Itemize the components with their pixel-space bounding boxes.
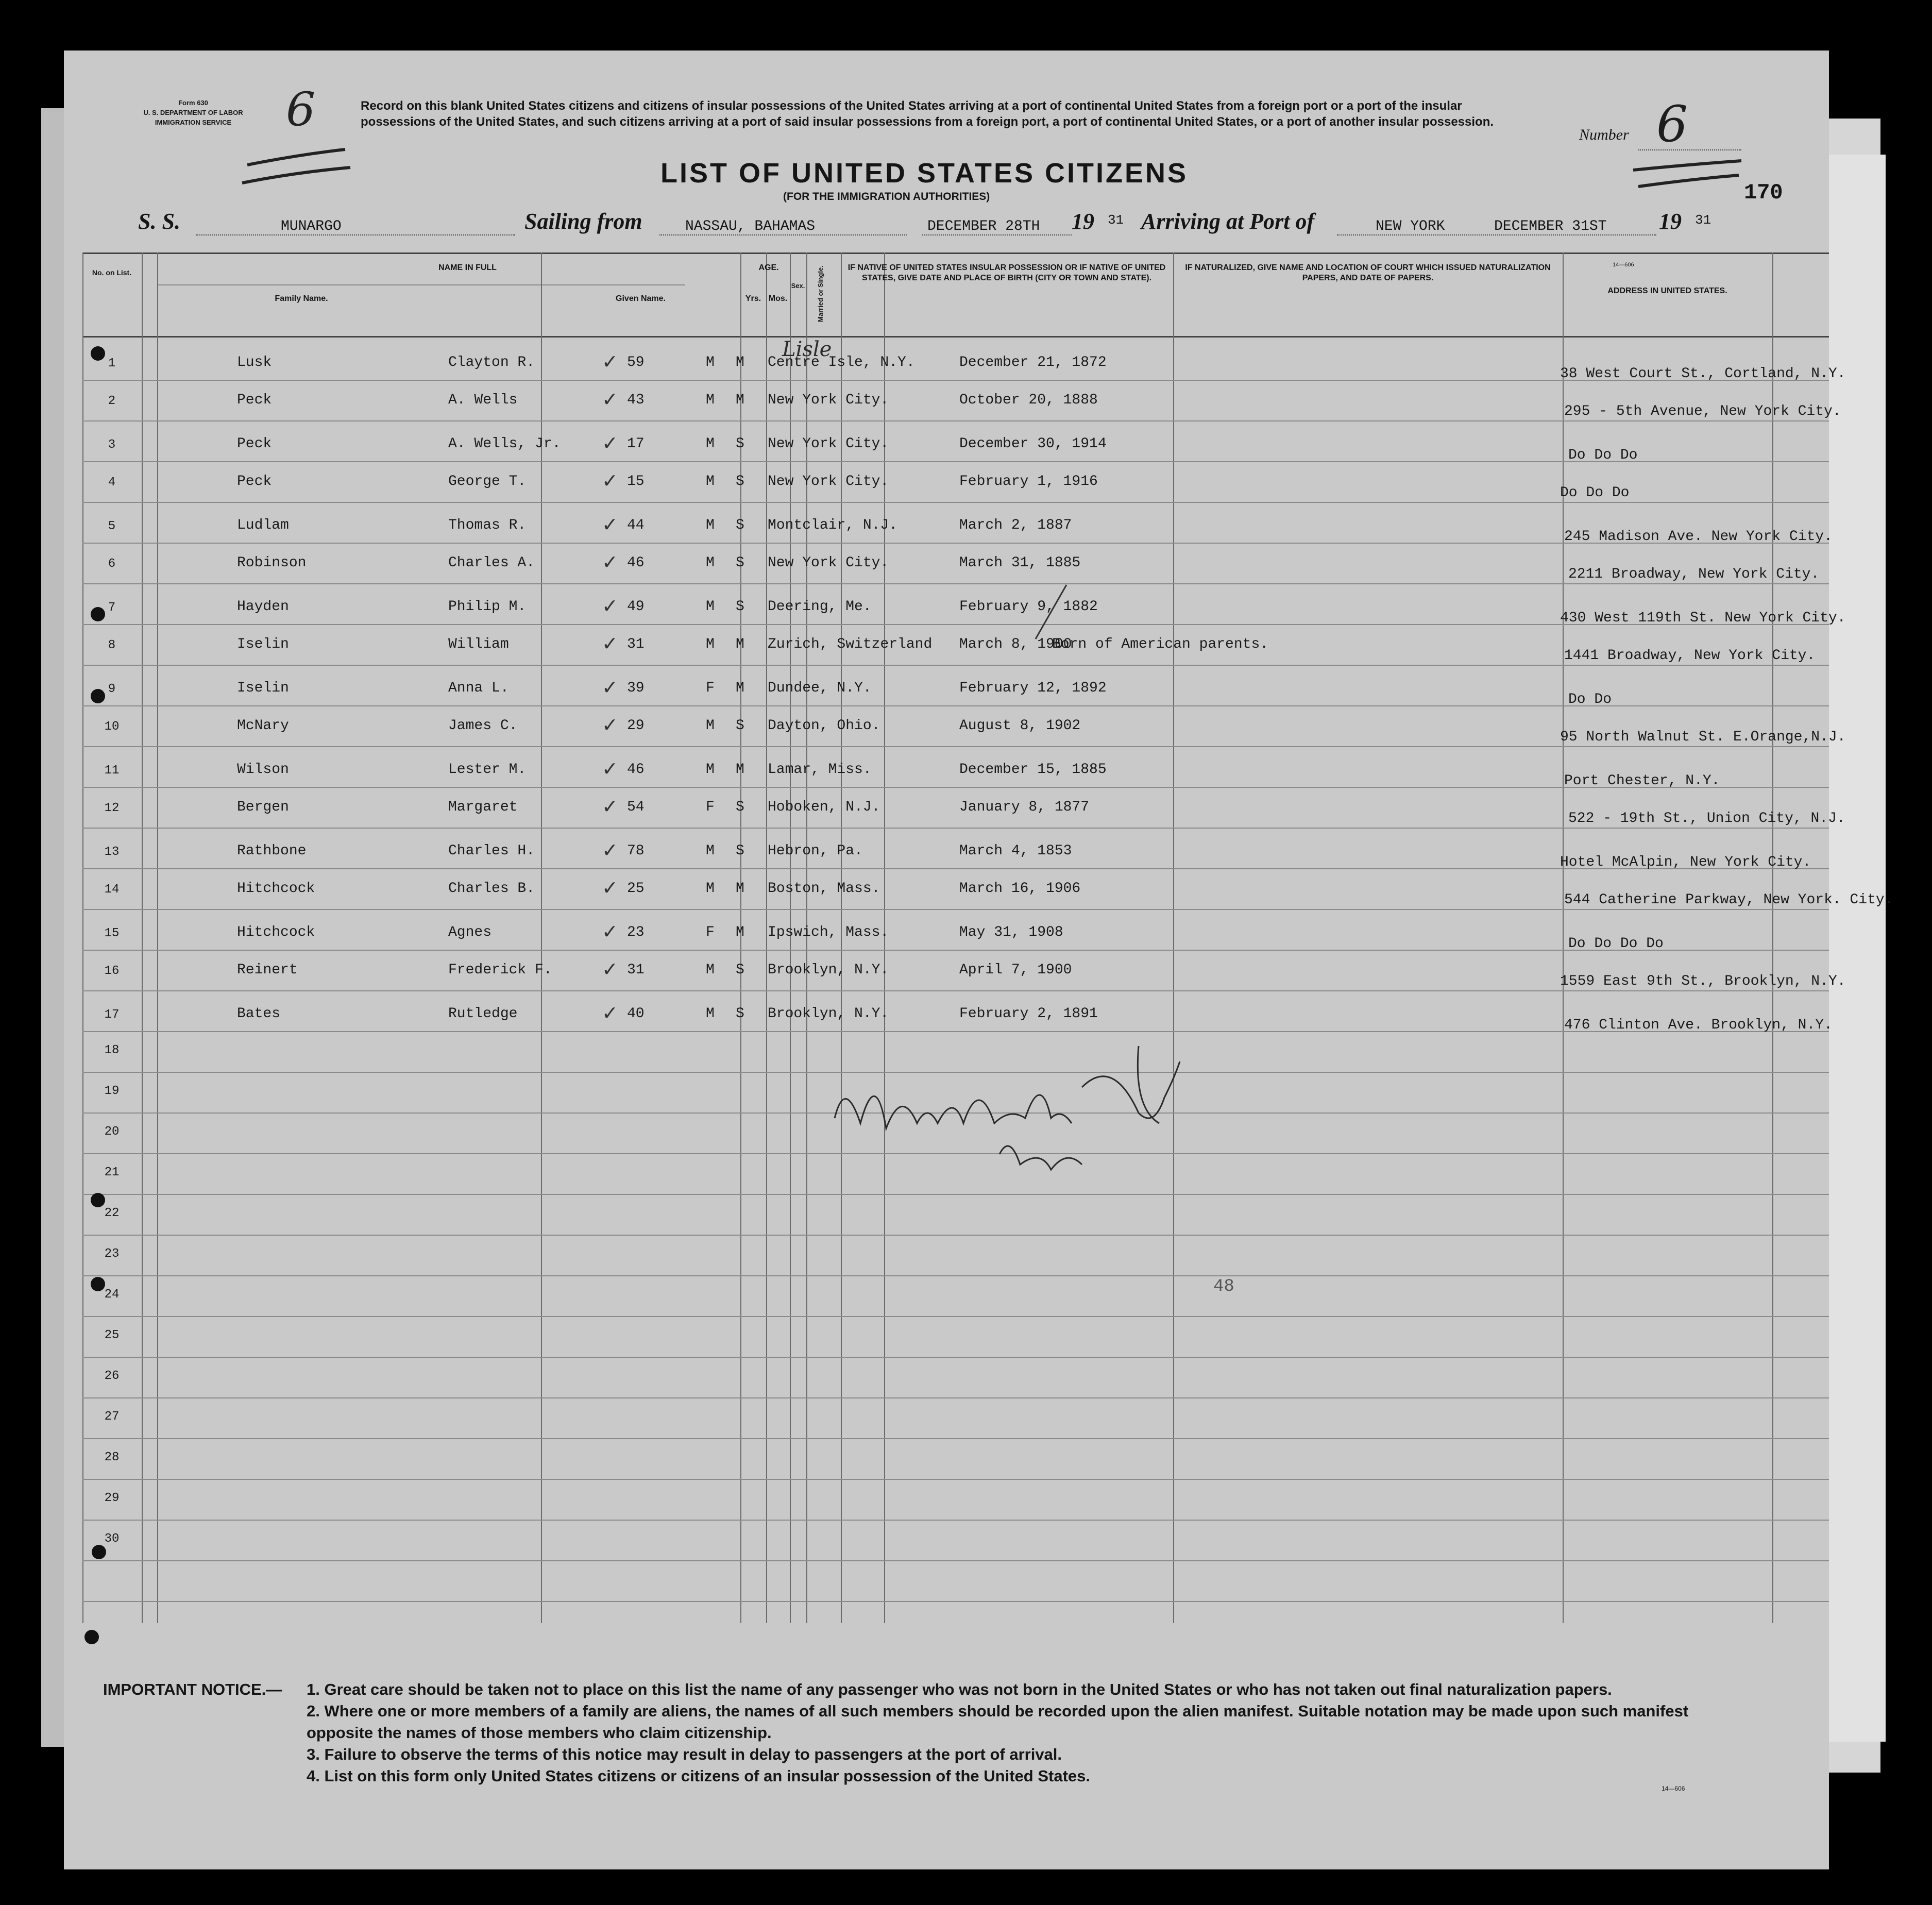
header-top-line [82,252,1829,254]
column-header-no: No. on List. [92,268,132,277]
row-number: 5 [108,519,116,533]
column-header-family: Family Name. [275,294,328,303]
cell-given: Philip M. [448,599,527,615]
page-number-stamp: 170 [1744,180,1783,205]
cell-addr: 544 Catherine Parkway, New York. City. [1564,892,1893,908]
cell-place: New York City. [768,555,889,571]
notice-item-4: 4. List on this form only United States citizens or citizens of an insular possession of the United States. [307,1767,1090,1785]
cell-nat: Born of American parents. [1052,636,1269,652]
notice-item-1: 1. Great care should be taken not to place on this list the name of any passenger who was not born in the United States or who has not taken out final naturalization papers. [307,1680,1612,1698]
cell-sex: M [706,718,715,734]
cell-ms: S [736,1006,744,1022]
sailing-rule [659,234,907,235]
cell-given: Margaret [448,799,518,815]
row-line [82,1438,1829,1439]
row-number: 27 [104,1410,120,1424]
column-header-married: Married or Single. [817,265,824,322]
cell-addr: 38 West Court St., Cortland, N.Y. [1560,366,1846,382]
row-number: 4 [108,476,116,490]
cell-yrs: 44 [627,517,645,533]
cell-place: New York City. [768,474,889,490]
cell-family: Peck [237,436,272,452]
number-rule [1638,149,1741,150]
cell-place: Zurich, Switzerland [768,636,933,652]
ship-rule [196,234,515,235]
row-number: 13 [104,845,120,859]
cell-date: December 30, 1914 [959,436,1107,452]
cell-given: William [448,636,509,652]
cell-sex: M [706,962,715,978]
row-number: 11 [104,764,120,778]
row-line [82,705,1829,706]
row-line [82,1479,1829,1480]
binder-hole [91,1193,105,1207]
row-number: 9 [108,682,116,696]
cell-date: February 1, 1916 [959,474,1098,490]
check-mark-icon: ✓ [602,959,618,981]
row-line [82,746,1829,747]
binder-hole [91,607,105,621]
cell-sex: M [706,599,715,615]
row-number: 28 [104,1451,120,1464]
cell-addr: 2211 Broadway, New York City. [1568,566,1820,582]
row-line [82,1275,1829,1276]
cell-date: February 2, 1891 [959,1006,1098,1022]
cell-place: Hoboken, N.J. [768,799,880,815]
column-line [541,252,542,1623]
arriving-label: Arriving at Port of [1141,209,1315,234]
cell-sex: M [706,392,715,408]
row-number: 21 [104,1166,120,1179]
row-line [82,909,1829,910]
number-value-handwritten: 6 [1656,95,1688,153]
row-number: 22 [104,1206,120,1220]
cell-family: Hayden [237,599,289,615]
cell-sex: M [706,355,715,370]
cell-yrs: 40 [627,1006,645,1022]
cell-place: Ipswich, Mass. [768,924,889,940]
row-number: 30 [104,1532,120,1546]
row-line [82,665,1829,666]
cell-addr: Do Do [1568,692,1612,707]
cell-given: James C. [448,718,518,734]
row-number: 23 [104,1247,120,1261]
cell-place: Dundee, N.Y. [768,680,872,696]
cell-ms: S [736,517,744,533]
row-number: 19 [104,1084,120,1098]
cell-date: December 15, 1885 [959,762,1107,778]
cell-sex: M [706,762,715,778]
cell-sex: F [706,680,715,696]
cell-ms: S [736,474,744,490]
cell-ms: S [736,843,744,859]
column-header-yrs: Yrs. [745,294,761,303]
cell-given: Anna L. [448,680,509,696]
column-line [1772,252,1773,1623]
row-number: 10 [104,720,120,734]
column-line [766,252,767,1623]
form-instruction: Record on this blank United States citizens and citizens of insular possessions of the United States arriving at a port of continental United States from a foreign port or a port of the insular possessions of the United States, and such citizens arriving at a port of said insular possessions from a foreign port, a port of continental United States, or a port of another insular possession. [361,99,1494,129]
lisle-correction: Lisle [782,338,832,361]
row-number: 20 [104,1125,120,1139]
cell-family: Bates [237,1006,281,1022]
sailing-date-rule [922,234,1072,235]
row-number: 18 [104,1043,120,1057]
row-number: 3 [108,438,116,452]
check-mark-icon: ✓ [602,878,618,899]
cell-family: Robinson [237,555,307,571]
column-header-naturalized: IF NATURALIZED, GIVE NAME AND LOCATION OF COURT WHICH ISSUED NATURALIZATION PAPERS, AND DATE OF PAPERS. [1185,263,1551,282]
cell-addr: Do Do Do [1568,447,1638,463]
ss-label: S. S. [138,209,180,234]
cell-place: Lamar, Miss. [768,762,872,778]
check-mark-icon: ✓ [602,758,618,780]
cell-sex: M [706,436,715,452]
row-number: 24 [104,1288,120,1302]
cell-family: Reinert [237,962,298,978]
sailing-year: 31 [1108,212,1124,228]
row-line [82,1357,1829,1358]
cell-yrs: 54 [627,799,645,815]
column-header-birth: IF NATIVE OF UNITED STATES INSULAR POSSESSION OR IF NATIVE OF UNITED STATES, GIVE DATE AND PLACE OF BIRTH (CITY OR TOWN AND STATE). [848,263,1166,282]
cell-addr: 476 Clinton Ave. Brooklyn, N.Y. [1564,1017,1833,1033]
cell-date: March 16, 1906 [959,881,1081,897]
check-mark-icon: ✓ [602,1003,618,1024]
cell-ms: M [736,355,744,370]
cell-ms: M [736,680,744,696]
cell-family: McNary [237,718,289,734]
row-number: 8 [108,638,116,652]
list-mark-strokes [237,134,355,191]
column-line [82,252,83,1623]
form-number: Form 630 [178,99,208,107]
row-number: 12 [104,801,120,815]
cell-ms: M [736,636,744,652]
cell-yrs: 25 [627,881,645,897]
column-line [142,252,143,1623]
cell-place: Deering, Me. [768,599,872,615]
cell-sex: M [706,555,715,571]
arriving-date: DECEMBER 31ST [1494,218,1607,234]
cell-yrs: 59 [627,355,645,370]
cell-ms: M [736,924,744,940]
cell-place: Boston, Mass. [768,881,880,897]
row-line [82,1316,1829,1317]
cell-date: October 20, 1888 [959,392,1098,408]
arriving-year-prefix: 19 [1659,209,1682,234]
check-mark-icon: ✓ [602,514,618,536]
row-line [82,420,1829,422]
row-number: 25 [104,1328,120,1342]
cell-given: A. Wells [448,392,518,408]
check-mark-icon: ✓ [602,677,618,699]
cell-date: April 7, 1900 [959,962,1072,978]
sailing-date: DECEMBER 28TH [927,218,1040,234]
cell-ms: M [736,762,744,778]
row-line [82,950,1829,951]
cell-addr: 522 - 19th St., Union City, N.J. [1568,811,1845,827]
cell-place: Centre Isle, N.Y. [768,355,915,370]
binder-hole [91,689,105,703]
column-line [1563,252,1564,1623]
number-label: Number [1579,126,1629,143]
cell-date: February 9, 1882 [959,599,1098,615]
row-line [82,1601,1829,1602]
cell-place: New York City. [768,436,889,452]
row-number: 17 [104,1008,120,1022]
check-mark-icon: ✓ [602,596,618,617]
column-line [1173,252,1174,1623]
cell-yrs: 46 [627,762,645,778]
row-line [82,461,1829,462]
form-title: LIST OF UNITED STATES CITIZENS [660,158,1188,189]
cell-given: Frederick F. [448,962,552,978]
cell-family: Iselin [237,636,289,652]
check-mark-icon: ✓ [602,840,618,862]
column-header-given: Given Name. [616,294,666,303]
row-number: 2 [108,394,116,408]
row-line [82,583,1829,584]
cell-addr: 1559 East 9th St., Brooklyn, N.Y. [1560,973,1846,989]
row-number: 15 [104,926,120,940]
cell-date: March 4, 1853 [959,843,1072,859]
row-line [82,990,1829,991]
check-mark-icon: ✓ [602,715,618,736]
cell-ms: S [736,962,744,978]
cell-yrs: 31 [627,636,645,652]
column-header-sex: Sex. [791,282,805,290]
cell-place: Brooklyn, N.Y. [768,1006,889,1022]
cell-given: Thomas R. [448,517,527,533]
citizens-table [82,252,1893,1623]
row-number: 16 [104,964,120,978]
cell-place: Montclair, N.J. [768,517,898,533]
cell-sex: M [706,1006,715,1022]
print-code-top: 14—606 [1613,262,1634,268]
cell-place: Hebron, Pa. [768,843,863,859]
cell-addr: Hotel McAlpin, New York City. [1560,854,1811,870]
row-number: 14 [104,883,120,897]
cell-date: May 31, 1908 [959,924,1063,940]
cell-yrs: 49 [627,599,645,615]
column-header-name_in_full: NAME IN FULL [438,263,497,272]
cell-family: Bergen [237,799,289,815]
check-mark-icon: ✓ [602,921,618,943]
cell-ms: S [736,436,744,452]
cell-yrs: 31 [627,962,645,978]
cell-date: February 12, 1892 [959,680,1107,696]
cell-date: March 2, 1887 [959,517,1072,533]
row-number: 26 [104,1369,120,1383]
row-line [82,1397,1829,1398]
cell-family: Peck [237,474,272,490]
header-bottom-line [82,336,1829,338]
sailing-port: NASSAU, BAHAMAS [685,218,816,234]
cell-given: George T. [448,474,527,490]
row-line [82,1235,1829,1236]
cell-sex: F [706,799,715,815]
column-header-age: AGE. [758,263,779,272]
cell-family: Lusk [237,355,272,370]
cell-sex: M [706,474,715,490]
cell-yrs: 46 [627,555,645,571]
cell-ms: M [736,392,744,408]
cell-addr: Do Do Do [1560,485,1630,501]
number-mark-strokes [1628,155,1747,196]
cell-addr: Do Do Do Do [1568,936,1664,952]
cell-given: Clayton R. [448,355,535,370]
paper-edge-right-2 [1824,155,1886,1742]
column-tick-mark [1030,582,1072,644]
row-line [82,1520,1829,1521]
cell-family: Peck [237,392,272,408]
notice-item-3: 3. Failure to observe the terms of this notice may result in delay to passengers at the port of arrival. [307,1745,1062,1763]
cell-given: Charles A. [448,555,535,571]
row-number: 29 [104,1491,120,1505]
binder-hole [84,1630,99,1644]
cell-addr: Port Chester, N.Y. [1564,773,1720,789]
cell-family: Iselin [237,680,289,696]
cell-given: Lester M. [448,762,527,778]
notice-item-2: 2. Where one or more members of a family are aliens, the names of all such members should be recorded upon the alien manifest. Suitable notation may be made upon such manifest opposite the names of those members who claim citizenship. [307,1702,1689,1742]
check-mark-icon: ✓ [602,552,618,574]
row-number: 1 [108,357,116,370]
cell-yrs: 78 [627,843,645,859]
cell-ms: S [736,599,744,615]
cell-date: March 8, 1900 [959,636,1072,652]
cell-yrs: 39 [627,680,645,696]
cell-date: December 21, 1872 [959,355,1107,370]
check-mark-icon: ✓ [602,470,618,492]
cell-yrs: 15 [627,474,645,490]
cell-sex: M [706,843,715,859]
row-number: 6 [108,557,116,571]
cell-sex: M [706,517,715,533]
cell-given: Charles B. [448,881,535,897]
cell-ms: M [736,881,744,897]
sailing-label: Sailing from [524,209,642,234]
cell-sex: M [706,636,715,652]
cell-addr: 430 West 119th St. New York City. [1560,610,1846,626]
cell-date: August 8, 1902 [959,718,1081,734]
cell-ms: S [736,555,744,571]
ship-name: MUNARGO [281,218,342,234]
cell-addr: 95 North Walnut St. E.Orange,N.J. [1560,729,1846,745]
handwritten-signature [824,1046,1185,1201]
form-subtitle: (FOR THE IMMIGRATION AUTHORITIES) [783,191,990,203]
department-name: U. S. DEPARTMENT OF LABOR [143,109,243,116]
cell-addr: 245 Madison Ave. New York City. [1564,529,1833,545]
cell-given: A. Wells, Jr. [448,436,561,452]
check-mark-icon: ✓ [602,351,618,373]
binder-hole [91,1277,105,1291]
cell-family: Hitchcock [237,924,315,940]
row-line [82,1560,1829,1561]
cell-given: Agnes [448,924,492,940]
header-subline [157,284,685,285]
column-line [157,252,158,1623]
arriving-port: NEW YORK [1376,218,1445,234]
cell-family: Hitchcock [237,881,315,897]
service-name: IMMIGRATION SERVICE [155,119,232,126]
cell-ms: S [736,799,744,815]
arriving-rule [1337,234,1656,235]
cell-family: Rathbone [237,843,307,859]
cell-place: Dayton, Ohio. [768,718,880,734]
column-header-address: ADDRESS IN UNITED STATES. [1607,286,1727,295]
column-header-mos: Mos. [768,294,788,303]
check-mark-icon: ✓ [602,633,618,655]
cell-given: Rutledge [448,1006,518,1022]
check-mark-icon: ✓ [602,389,618,411]
list-mark-handwritten: 6 [286,82,316,137]
cell-yrs: 23 [627,924,645,940]
cell-yrs: 29 [627,718,645,734]
cell-addr: 295 - 5th Avenue, New York City. [1564,403,1841,419]
cell-addr: 1441 Broadway, New York City. [1564,648,1816,664]
cell-date: January 8, 1877 [959,799,1090,815]
cell-family: Wilson [237,762,289,778]
cell-date: March 31, 1885 [959,555,1081,571]
check-mark-icon: ✓ [602,796,618,818]
cell-sex: F [706,924,715,940]
cell-sex: M [706,881,715,897]
cell-given: Charles H. [448,843,535,859]
cell-place: New York City. [768,392,889,408]
cell-yrs: 17 [627,436,645,452]
cell-ms: S [736,718,744,734]
cell-yrs: 43 [627,392,645,408]
row-number: 7 [108,601,116,615]
cell-place: Brooklyn, N.Y. [768,962,889,978]
row-line [82,502,1829,503]
check-mark-icon: ✓ [602,433,618,454]
arriving-year: 31 [1695,212,1711,228]
form-identifier [108,98,278,127]
sailing-year-prefix: 19 [1072,209,1094,234]
row-line [82,828,1829,829]
cell-family: Ludlam [237,517,289,533]
stamp-number: 48 [1213,1277,1234,1296]
binder-hole [91,346,105,361]
notice-heading: IMPORTANT NOTICE.— [103,1680,282,1698]
notice-code: 14—606 [1662,1785,1685,1792]
binder-hole [92,1545,106,1559]
